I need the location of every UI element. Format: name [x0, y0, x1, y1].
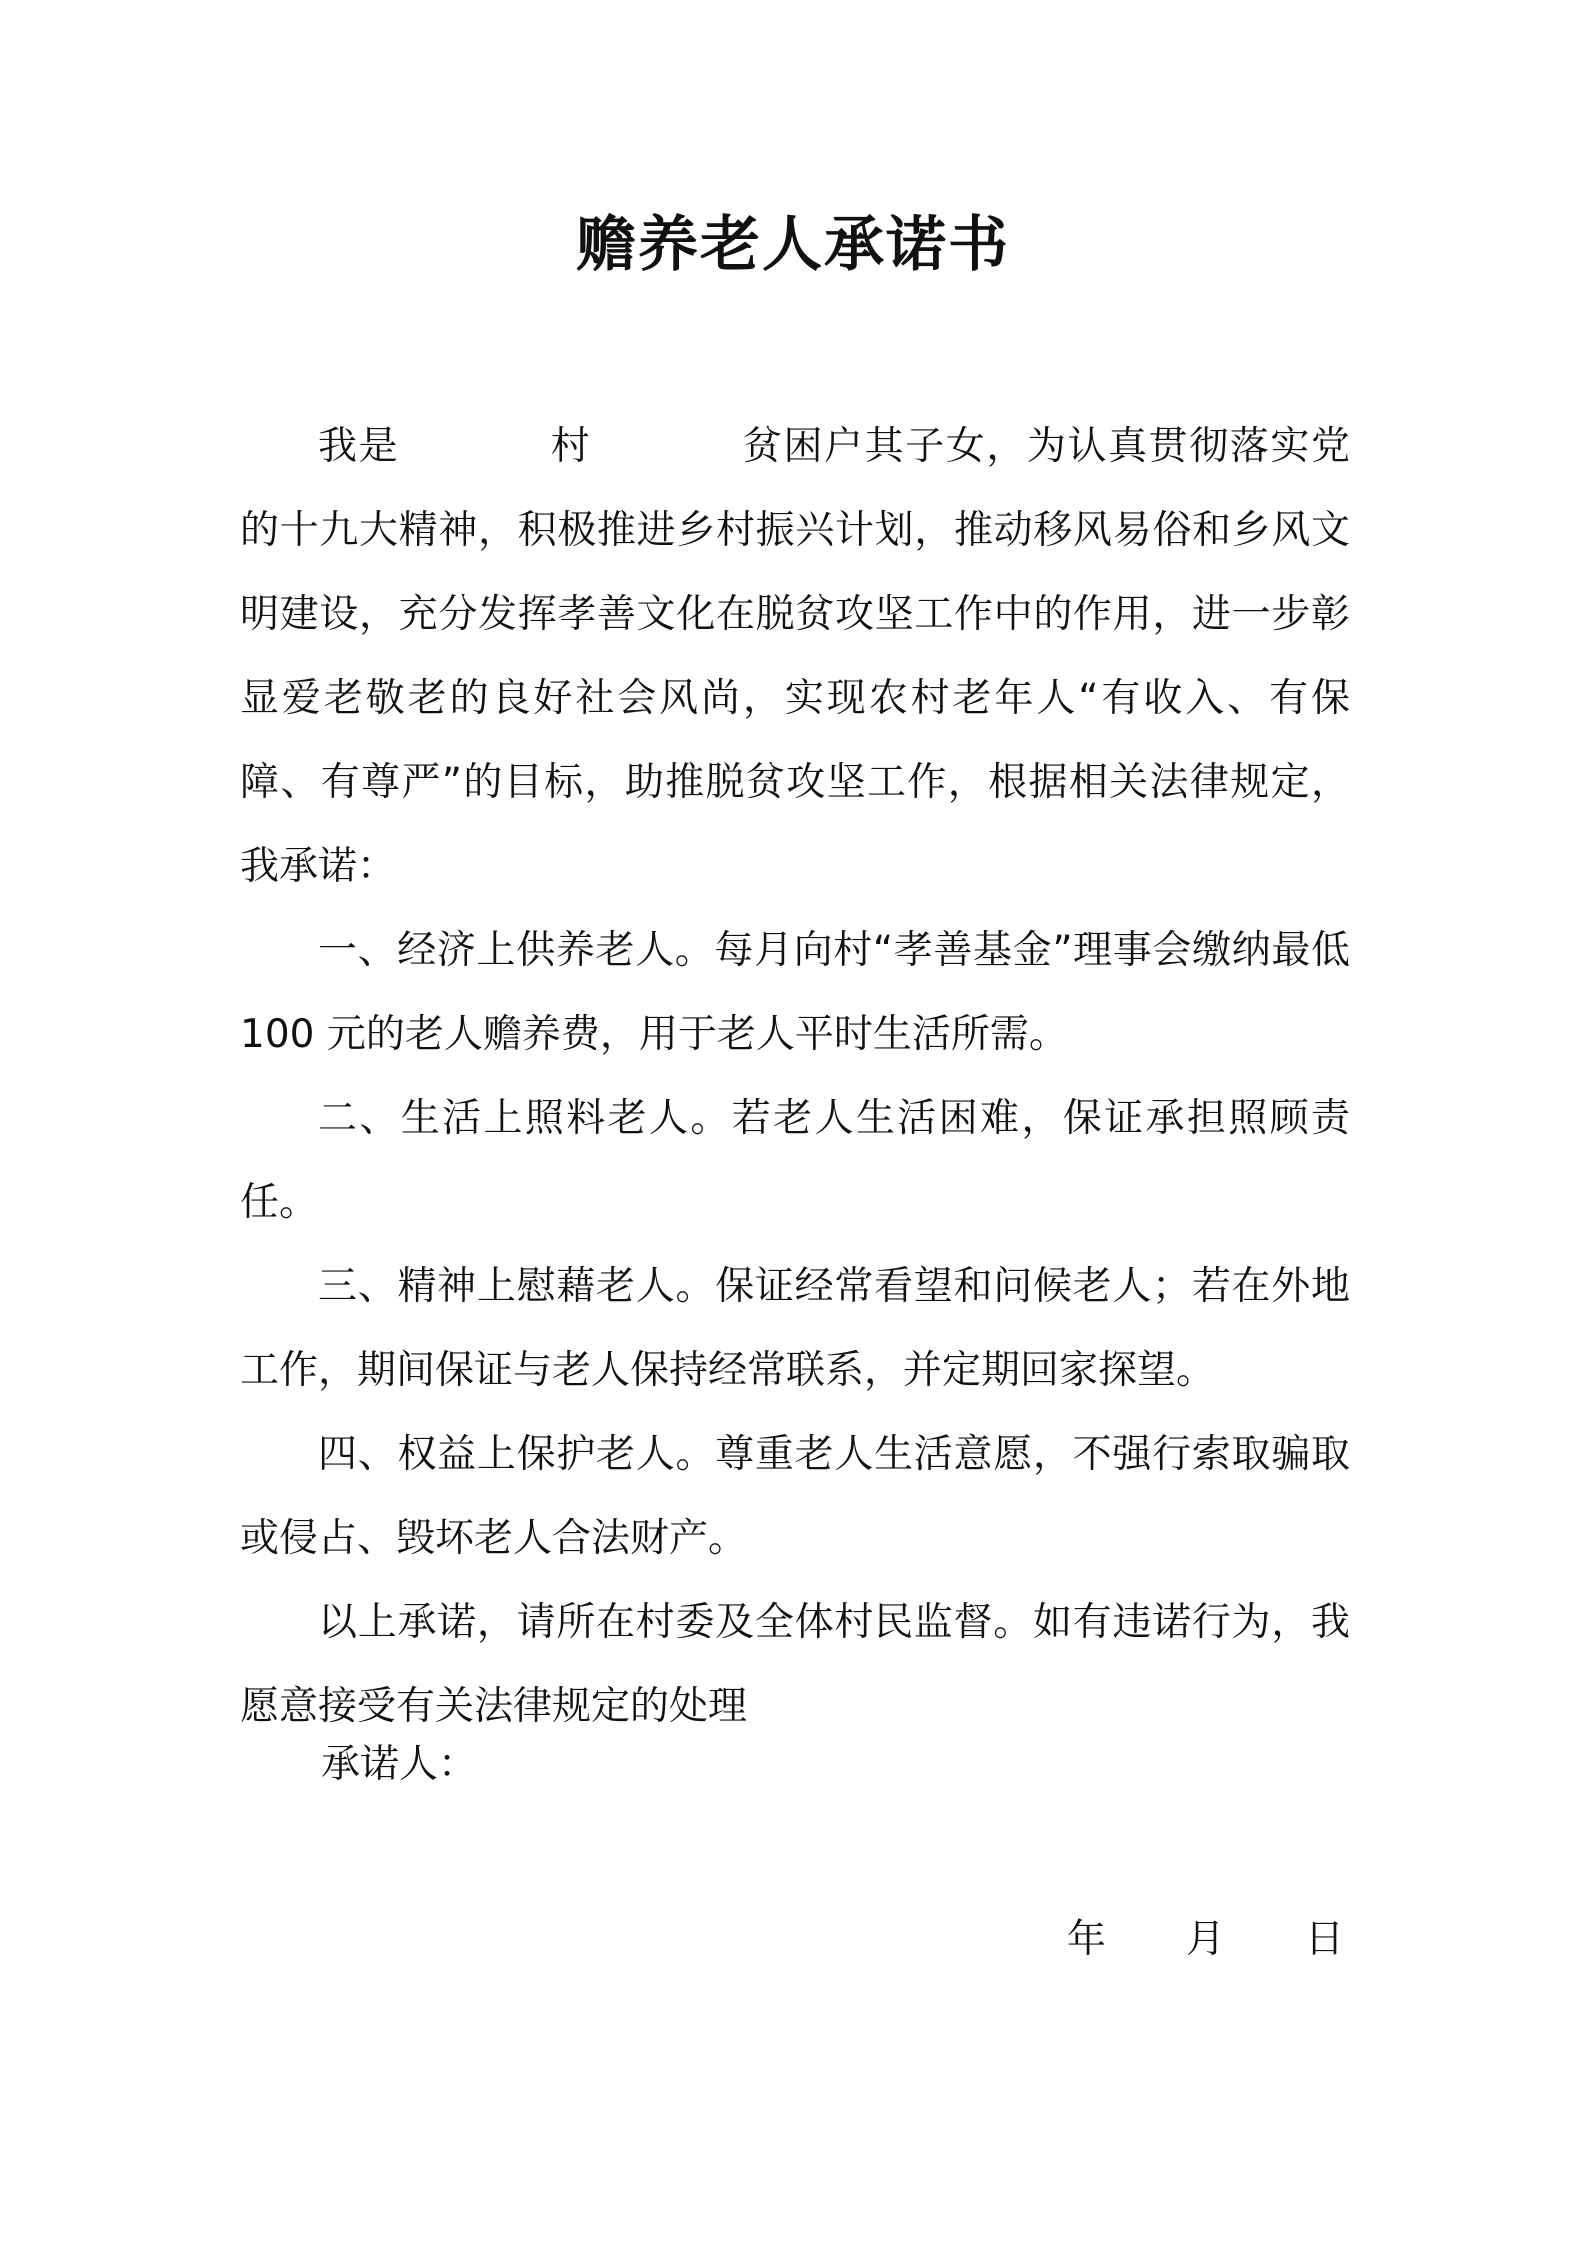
commitment-item-3: 三、精神上慰藉老人。保证经常看望和问候老人；若在外地工作，期间保证与老人保持经常联系，并定期回家探望。: [240, 1264, 1350, 1393]
intro-text-3: 贫困户其子女，为认真贯彻落实党的十九大精神，积极推进乡村振兴计划，推动移风易俗和乡风文明建设，充分发挥孝善文化在脱贫攻坚工作中的作用，进一步彰显爱老敬老的良好社会风尚，实现农村老年人“有收入、有保障、有尊严”的目标，助推脱贫攻坚工作，根据相关法律规定，我承诺：: [240, 424, 1350, 889]
date-month-label: 月: [1186, 1917, 1226, 1962]
intro-paragraph: [240, 405, 1350, 909]
date-line: [1067, 1910, 1344, 1970]
commitment-item-4: 四、权益上保护老人。尊重老人生活意愿，不强行索取骗取或侵占、毁坏老人合法财产。: [240, 1432, 1350, 1561]
document-title: 赡养老人承诺书: [576, 210, 1010, 280]
intro-text-1: 我是: [318, 424, 400, 469]
intro-text-2: 村: [549, 424, 592, 469]
signature-label: 承诺人：: [321, 1742, 478, 1787]
closing-paragraph: 以上承诺，请所在村委及全体村民监督。如有违诺行为，我愿意接受有关法律规定的处理: [240, 1600, 1350, 1729]
document-body: [240, 405, 1350, 1749]
date-year-label: 年: [1067, 1917, 1107, 1962]
date-day-label: 日: [1305, 1917, 1345, 1962]
commitment-item-2: 二、生活上照料老人。若老人生活困难，保证承担照顾责任。: [240, 1096, 1350, 1225]
commitment-item-1: 一、经济上供养老人。每月向村“孝善基金”理事会缴纳最低 100 元的老人赡养费，用于老人平时生活所需。: [240, 928, 1350, 1057]
